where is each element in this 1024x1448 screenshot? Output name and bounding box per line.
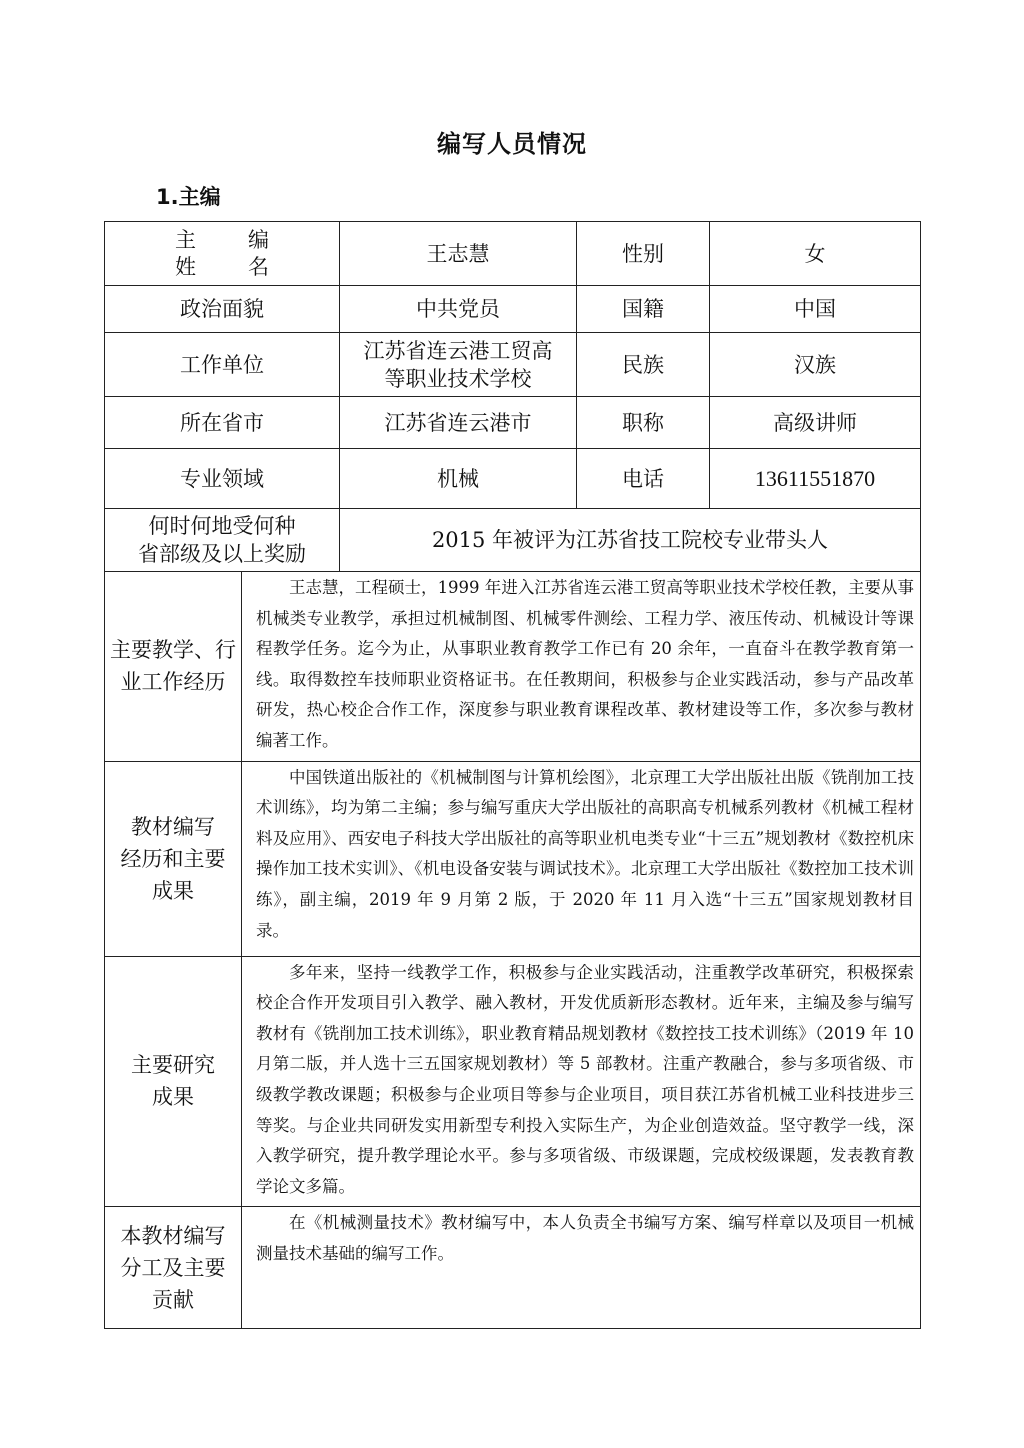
table-row [105, 333, 921, 397]
gender-label: 性别 [577, 222, 710, 286]
contribution-text: 在《机械测量技术》教材编写中，本人负责全书编写方案、编写样章以及项目一机械测量技术基础的编写工作。 [256, 1213, 914, 1263]
location-label: 所在省市 [105, 397, 340, 449]
awards-label-line2: 省部级及以上奖励 [138, 542, 306, 566]
textbook-label-line1: 教材编写 [131, 814, 215, 839]
title-label: 职称 [577, 397, 710, 449]
table-row [105, 761, 921, 956]
employer-line2: 等职业技术学校 [384, 366, 532, 391]
contribution-label-line2: 分工及主要 [120, 1255, 226, 1280]
textbook-label-line3: 成果 [152, 878, 194, 903]
experience-label [105, 572, 242, 762]
table-row [105, 222, 921, 286]
awards-label [105, 509, 340, 572]
contribution-label-line1: 本教材编写 [120, 1223, 226, 1248]
ethnicity-label: 民族 [577, 333, 710, 397]
employer-line1: 江苏省连云港工贸高 [363, 338, 553, 363]
ethnicity-value: 汉族 [710, 333, 921, 397]
location-value: 江苏省连云港市 [340, 397, 577, 449]
research-label-line2: 成果 [152, 1085, 194, 1110]
nationality-label: 国籍 [577, 286, 710, 333]
awards-value: 2015 年被评为江苏省技工院校专业带头人 [340, 509, 921, 572]
experience-label-line2: 业工作经历 [120, 670, 226, 695]
field-value: 机械 [340, 449, 577, 509]
awards-label-line1: 何时何地受何种 [148, 514, 296, 538]
field-label: 专业领域 [105, 449, 340, 509]
gender-value: 女 [710, 222, 921, 286]
table-row [105, 956, 921, 1207]
editor-info-table [104, 221, 921, 1329]
research-label [105, 956, 242, 1207]
nationality-value: 中国 [710, 286, 921, 333]
contribution-label [105, 1207, 242, 1329]
name-label-line1: 主 编 [175, 227, 269, 252]
employer-label: 工作单位 [105, 333, 340, 397]
document-title: 编写人员情况 [437, 130, 587, 158]
textbook-cell [242, 761, 921, 956]
table-row [105, 397, 921, 449]
table-row [105, 1207, 921, 1329]
employer-value [340, 333, 577, 397]
table-row [105, 286, 921, 333]
phone-label: 电话 [577, 449, 710, 509]
name-label-line2: 姓 名 [175, 254, 269, 279]
textbook-label-line2: 经历和主要 [120, 846, 226, 871]
political-label: 政治面貌 [105, 286, 340, 333]
textbook-label [105, 761, 242, 956]
table-row [105, 449, 921, 509]
experience-cell [242, 572, 921, 762]
contribution-label-line3: 贡献 [152, 1287, 194, 1312]
research-label-line1: 主要研究 [131, 1053, 215, 1078]
name-label-cell [105, 222, 340, 286]
research-text: 多年来，坚持一线教学工作，积极参与企业实践活动，注重教学改革研究，积极探索校企合作开发项目引入教学、融入教材，开发优质新形态教材。近年来，主编及参与编写教材有《铣削加工技术训练》，职业教育精品规划教材《数控技工技术训练》（2019 年 10 月第二版，并人选十三五国家规划教材）等 5 部教材。注重产教融合，参与多项省级、市级教学教改课题；积极参与企业项目等参与企业项目，项目获江苏省机械工业科技进步三等奖。与企业共同研发实用新型专利投入实际生产，为企业创造效益。坚守教学一线，深入教学研究，提升教学理论水平。参与多项省级、市级课题，完成校级课题，发表教育教学论文多篇。 [256, 962, 914, 1196]
table-row [105, 509, 921, 572]
name-value: 王志慧 [340, 222, 577, 286]
political-value: 中共党员 [340, 286, 577, 333]
experience-text: 王志慧，工程硕士，1999 年进入江苏省连云港工贸高等职业技术学校任教，主要从事机械类专业教学，承担过机械制图、机械零件测绘、工程力学、液压传动、机械设计等课程教学任务。迄今为止，从事职业教育教学工作已有 20 余年，一直奋斗在教学教育第一线。取得数控车技师职业资格证书。在任教期间，积极参与企业实践活动，参与产品改革研发，热心校企合作工作，深度参与职业教育课程改革、教材建设等工作，多次参与教材编著工作。 [256, 578, 914, 750]
contribution-cell [242, 1207, 921, 1329]
phone-value: 13611551870 [710, 449, 921, 509]
experience-label-line1: 主要教学、行 [110, 638, 236, 663]
title-value: 高级讲师 [710, 397, 921, 449]
research-cell [242, 956, 921, 1207]
table-row [105, 572, 921, 762]
textbook-text: 中国铁道出版社的《机械制图与计算机绘图》，北京理工大学出版社出版《铣削加工技术训练》，均为第二主编；参与编写重庆大学出版社的高职高专机械系列教材《机械工程材料及应用》、西安电子科技大学出版社的高等职业机电类专业“十三五”规划教材《数控机床操作加工技术实训》、《机电设备安装与调试技术》。北京理工大学出版社《数控加工技术训练》，副主编，2019 年 9 月第 2 版，于 2020 年 11 月入选“十三五”国家规划教材目录。 [256, 767, 914, 940]
section-heading: 1.主编 [156, 185, 221, 209]
